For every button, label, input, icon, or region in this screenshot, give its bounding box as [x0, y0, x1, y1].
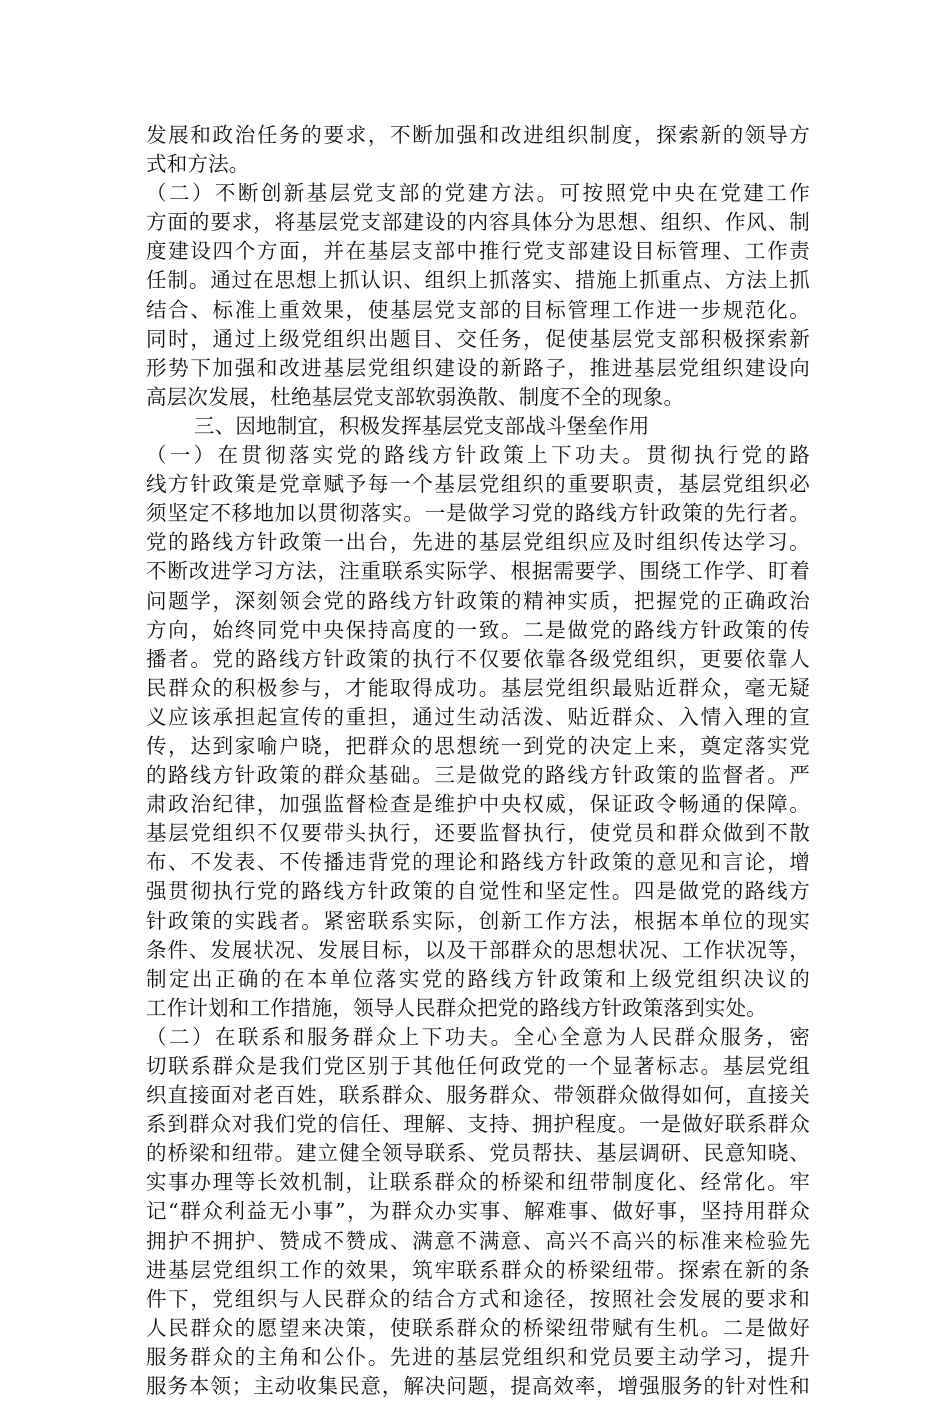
text-line: 任制。通过在思想上抓认识、组织上抓落实、措施上抓重点、方法上抓 — [146, 268, 810, 293]
text-line: 系到群众对我们党的信任、理解、支持、拥护程度。一是做好联系群众 — [146, 1112, 810, 1137]
text-line: 强贯彻执行党的路线方针政策的自觉性和坚定性。四是做党的路线方 — [146, 879, 810, 904]
text-line: 播者。党的路线方针政策的执行不仅要依靠各级党组织，更要依靠人 — [146, 646, 810, 671]
text-line: 织直接面对老百姓，联系群众、服务群众、带领群众做得如何，直接关 — [146, 1083, 810, 1108]
text-line: 件下，党组织与人民群众的结合方式和途径，按照社会发展的要求和 — [146, 1286, 810, 1311]
text-line: 记“群众利益无小事”，为群众办实事、解难事、做好事，坚持用群众 — [146, 1199, 810, 1224]
text-line: 服务本领；主动收集民意，解决问题，提高效率，增强服务的针对性和 — [146, 1374, 810, 1399]
text-line: 线方针政策是党章赋予每一个基层党组织的重要职责，基层党组织必 — [146, 472, 810, 497]
text-line: 须坚定不移地加以贯彻落实。一是做学习党的路线方针政策的先行者。 — [146, 501, 810, 526]
text-line: 同时，通过上级党组织出题目、交任务，促使基层党支部积极探索新 — [146, 326, 810, 351]
text-line: 党的路线方针政策一出台，先进的基层党组织应及时组织传达学习。 — [146, 530, 810, 555]
text-line: 义应该承担起宣传的重担，通过生动活泼、贴近群众、入情入理的宣 — [146, 704, 810, 729]
text-line: 的桥梁和纽带。建立健全领导联系、党员帮扶、基层调研、民意知晓、 — [146, 1141, 810, 1166]
text-line: 问题学，深刻领会党的路线方针政策的精神实质，把握党的正确政治 — [146, 588, 810, 613]
text-line: （二）不断创新基层党支部的党建方法。可按照党中央在党建工作 — [146, 181, 810, 206]
text-line: 肃政治纪律，加强监督检查是维护中央权威，保证政令畅通的保障。 — [146, 792, 810, 817]
text-line: 人民群众的愿望来决策，使联系群众的桥梁纽带赋有生机。二是做好 — [146, 1315, 810, 1340]
text-line: 工作计划和工作措施，领导人民群众把党的路线方针政策落到实处。 — [146, 995, 767, 1020]
section-heading: 三、因地制宜，积极发挥基层党支部战斗堡垒作用 — [194, 413, 650, 438]
text-line: 拥护不拥护、赞成不赞成、满意不满意、高兴不高兴的标准来检验先 — [146, 1228, 810, 1253]
text-line: 高层次发展，杜绝基层党支部软弱涣散、制度不全的现象。 — [146, 384, 685, 409]
text-line: 针政策的实践者。紧密联系实际，创新工作方法，根据本单位的现实 — [146, 908, 810, 933]
text-line: 式和方法。 — [146, 152, 250, 177]
text-line: 服务群众的主角和公仆。先进的基层党组织和党员要主动学习，提升 — [146, 1344, 810, 1369]
text-line: 实事办理等长效机制，让联系群众的桥梁和纽带制度化、经常化。牢 — [146, 1170, 810, 1195]
text-line: 制定出正确的在本单位落实党的路线方针政策和上级党组织决议的 — [146, 966, 810, 991]
text-line: 条件、发展状况、发展目标，以及干部群众的思想状况、工作状况等， — [146, 937, 810, 962]
text-line: 度建设四个方面，并在基层支部中推行党支部建设目标管理、工作责 — [146, 239, 810, 264]
text-line: 方面的要求，将基层党支部建设的内容具体分为思想、组织、作风、制 — [146, 210, 810, 235]
text-line: 方向，始终同党中央保持高度的一致。二是做党的路线方针政策的传 — [146, 617, 810, 642]
text-line: 传，达到家喻户晓，把群众的思想统一到党的决定上来，奠定落实党 — [146, 733, 810, 758]
text-line: （一）在贯彻落实党的路线方针政策上下功夫。贯彻执行党的路 — [146, 443, 810, 468]
document-body-text — [146, 121, 810, 1401]
text-line: 布、不发表、不传播违背党的理论和路线方针政策的意见和言论，增 — [146, 850, 810, 875]
text-line: 的路线方针政策的群众基础。三是做党的路线方针政策的监督者。严 — [146, 763, 810, 788]
text-line: 结合、标准上重效果，使基层党支部的目标管理工作进一步规范化。 — [146, 297, 810, 322]
text-line: 不断改进学习方法，注重联系实际学、根据需要学、围绕工作学、盯着 — [146, 559, 810, 584]
text-line: （二）在联系和服务群众上下功夫。全心全意为人民群众服务，密 — [146, 1024, 810, 1049]
text-line: 形势下加强和改进基层党组织建设的新路子，推进基层党组织建设向 — [146, 355, 810, 380]
text-line: 进基层党组织工作的效果，筑牢联系群众的桥梁纽带。探索在新的条 — [146, 1257, 810, 1282]
text-line: 发展和政治任务的要求，不断加强和改进组织制度，探索新的领导方 — [146, 123, 810, 147]
text-line: 基层党组织不仅要带头执行，还要监督执行，使党员和群众做到不散 — [146, 821, 810, 846]
text-line: 切联系群众是我们党区别于其他任何政党的一个显著标志。基层党组 — [146, 1054, 810, 1078]
text-line: 民群众的积极参与，才能取得成功。基层党组织最贴近群众，毫无疑 — [146, 675, 810, 700]
